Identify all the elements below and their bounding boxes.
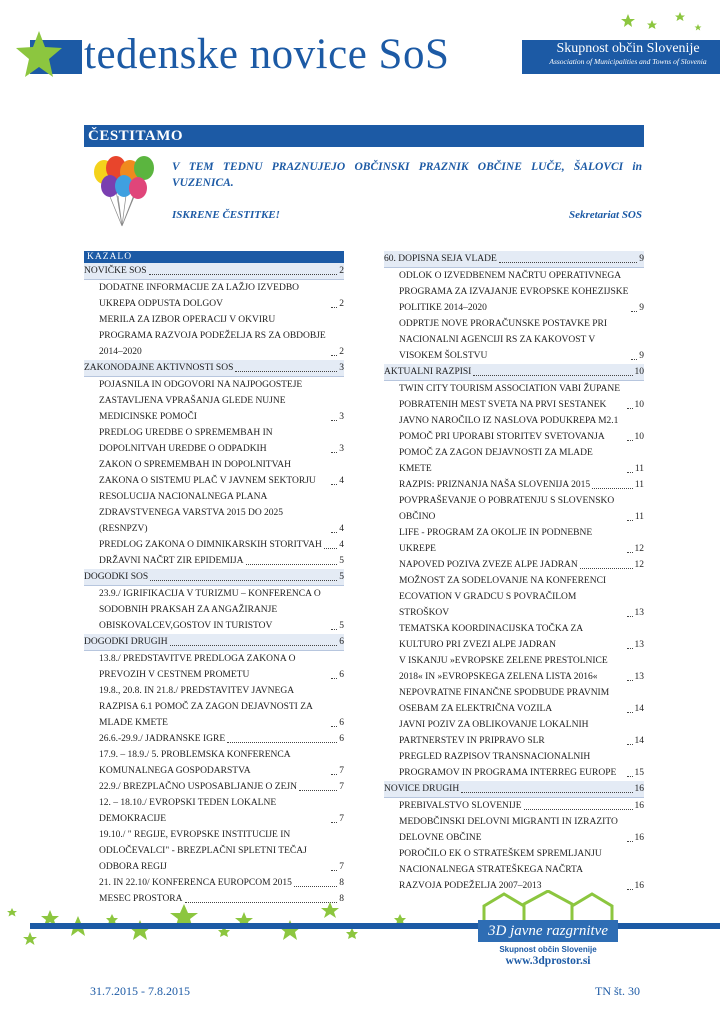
toc-entry[interactable]: [384, 477, 644, 493]
logo-title: 3D javne razgrnitve: [478, 920, 618, 942]
toc-entry-text: 19.8., 20.8. IN 21.8./ PREDSTAVITEV JAVNEGA RAZPISA 6.1 POMOČ ZA ZAGON DEJAVNOSTI ZA MLADE KMETE: [99, 686, 313, 728]
toc-entry-text: 23.9./ IGRIFIKACIJA V TURIZMU – KONFERENCA O SODOBNIH PRAKSAH ZA ANGAŽIRANJE OBISKOVALCEV,GOSTOV IN TURISTOV: [99, 589, 321, 631]
toc-entry[interactable]: [384, 381, 644, 413]
toc-entry-text: TWIN CITY TOURISM ASSOCIATION VABI ŽUPANE POBRATENIH MEST SVETA NA PRVI SESTANEK: [399, 384, 621, 410]
toc-entry[interactable]: [84, 731, 344, 747]
toc-left-list: [84, 263, 344, 907]
toc-page-number: 5: [339, 621, 344, 631]
toc-entry[interactable]: [84, 457, 344, 489]
toc-entry[interactable]: [84, 489, 344, 537]
toc-dot-leader: [499, 262, 637, 263]
toc-page-number: 11: [634, 480, 644, 490]
toc-entry-text: PREDLOG ZAKONA O DIMNIKARSKIH STORITVAH: [99, 540, 322, 550]
toc-page-number: 9: [639, 303, 644, 313]
toc-entry[interactable]: [84, 312, 344, 360]
toc-page-number: 4: [339, 524, 344, 534]
toc-page-number: 7: [339, 862, 344, 872]
toc-page-number: 12: [634, 560, 644, 570]
toc-section-heading[interactable]: [84, 634, 344, 651]
toc-dot-leader: [580, 568, 633, 569]
toc-entry-text: 13.8./ PREDSTAVITVE PREDLOGA ZAKONA O PREVOZIH V CESTNEM PROMETU: [99, 654, 296, 680]
toc-entry-text: 19.10./ " REGIJE, EVROPSKE INSTITUCIJE IN ODLOČEVALCI" - BREZPLAČNI SPLETNI TEČAJ ODBORA REGIJ: [99, 830, 307, 872]
toc-page-number: 8: [339, 894, 344, 904]
toc-section-heading[interactable]: [84, 360, 344, 377]
toc-dot-leader: [331, 822, 337, 823]
header: [0, 0, 728, 100]
logo-url[interactable]: www.3dprostor.si: [505, 955, 591, 967]
section-title-cestitamo: ČESTITAMO: [84, 125, 644, 147]
toc-dot-leader: [331, 774, 337, 775]
toc-entry[interactable]: [384, 653, 644, 685]
toc-dot-leader: [331, 532, 337, 533]
toc-page-number: 7: [339, 766, 344, 776]
toc-entry[interactable]: [384, 749, 644, 781]
toc-entry[interactable]: [84, 537, 344, 553]
toc-entry[interactable]: [84, 795, 344, 827]
toc-entry[interactable]: [384, 685, 644, 717]
toc-page-number: 5: [339, 572, 344, 582]
toc-page-number: 3: [339, 412, 344, 422]
toc-page-number: 14: [634, 736, 644, 746]
toc-dot-leader: [627, 616, 633, 617]
toc-page-number: 4: [339, 540, 344, 550]
toc-page-number: 3: [339, 363, 344, 373]
toc-page-number: 7: [339, 814, 344, 824]
toc-section-heading[interactable]: [84, 569, 344, 586]
toc-page-number: 2: [339, 299, 344, 309]
toc-entry-text: ODLOK O IZVEDBENEM NAČRTU OPERATIVNEGA PROGRAMA ZA IZVAJANJE EVROPSKE KOHEZIJSKE POLITIKE 2014–2020: [399, 271, 629, 313]
congratulations-message: V TEM TEDNU PRAZNUJEJO OBČINSKI PRAZNIK OBČINE LUČE, ŠALOVCI in VUZENICA.: [172, 161, 642, 189]
toc-dot-leader: [299, 790, 337, 791]
footer-date-range: 31.7.2015 - 7.8.2015: [90, 984, 190, 998]
toc-dot-leader: [592, 488, 633, 489]
toc-dot-leader: [331, 484, 337, 485]
footer-issue-number: TN št. 30: [595, 984, 640, 998]
toc-entry[interactable]: [384, 717, 644, 749]
footer-stars-icon: [0, 880, 470, 960]
congratulations-wish: ISKRENE ČESTITKE!: [172, 209, 280, 221]
small-stars-icon: [570, 8, 720, 38]
toc-entry[interactable]: [84, 425, 344, 457]
toc-entry[interactable]: [84, 779, 344, 795]
toc-entry-text: MEDOBČINSKI DELOVNI MIGRANTI IN IZRAZITO DELOVNE OBČINE: [399, 817, 618, 843]
toc-entry-text: NOVICE DRUGIH: [384, 784, 460, 794]
toc-page-number: 13: [634, 608, 644, 618]
toc-entry-text: AKTUALNI RAZPISI: [384, 367, 472, 377]
toc-entry-text: TEMATSKA KOORDINACIJSKA TOČKA ZA KULTURO PRI ZVEZI ALPE JADRAN: [399, 624, 583, 650]
toc-entry-text: MERILA ZA IZBOR OPERACIJ V OKVIRU PROGRAMA RAZVOJA PODEŽELJA RS ZA OBDOBJE 2014–2020: [99, 315, 326, 357]
toc-dot-leader: [627, 520, 633, 521]
toc-dot-leader: [627, 744, 633, 745]
toc-entry-text: NAPOVED POZIVA ZVEZE ALPE JADRAN: [399, 560, 578, 570]
toc-entry-text: POVPRAŠEVANJE O POBRATENJU S SLOVENSKO OBČINO: [399, 496, 615, 522]
toc-entry-text: JAVNI POZIV ZA OBLIKOVANJE LOKALNIH PARTNERSTEV IN PRIPRAVO SLR: [399, 720, 589, 746]
toc-entry[interactable]: [84, 377, 344, 425]
toc-entry[interactable]: [384, 316, 644, 364]
toc-dot-leader: [627, 552, 633, 553]
toc-entry[interactable]: [384, 525, 644, 557]
toc-section-heading[interactable]: [384, 364, 644, 381]
toc-entry-text: PREBIVALSTVO SLOVENIJE: [399, 801, 522, 811]
toc-entry-text: 26.6.-29.9./ JADRANSKE IGRE: [99, 734, 226, 744]
toc-page-number: 3: [339, 444, 344, 454]
toc-dot-leader: [627, 841, 633, 842]
toc-dot-leader: [149, 274, 338, 275]
toc-entry[interactable]: [384, 557, 644, 573]
toc-page-number: 13: [634, 640, 644, 650]
toc-entry-text: ZAKONODAJNE AKTIVNOSTI SOS: [84, 363, 234, 373]
toc-page-number: 9: [639, 351, 644, 361]
toc-entry[interactable]: [384, 573, 644, 621]
toc-page-number: 11: [634, 512, 644, 522]
toc-entry[interactable]: [84, 651, 344, 683]
toc-entry[interactable]: [384, 493, 644, 525]
toc-right-list: [384, 251, 644, 894]
toc-page-number: 7: [339, 782, 344, 792]
toc-entry-text: ODPRTJE NOVE PRORAČUNSKE POSTAVKE PRI NACIONALNI AGENCIJI RS ZA KAKOVOST V VISOKEM ŠOLSTVU: [399, 319, 608, 361]
toc-dot-leader: [627, 776, 633, 777]
toc-dot-leader: [331, 452, 337, 453]
toc-page-number: 16: [634, 881, 644, 891]
toc-dot-leader: [331, 629, 337, 630]
toc-dot-leader: [235, 371, 337, 372]
toc-page-number: 2: [339, 266, 344, 276]
toc-page-number: 6: [339, 637, 344, 647]
toc-dot-leader: [331, 726, 337, 727]
toc-entry-text: PREGLED RAZPISOV TRANSNACIONALNIH PROGRAMOV IN PROGRAMA INTERREG EUROPE: [399, 752, 617, 778]
toc-page-number: 10: [634, 432, 644, 442]
toc-entry[interactable]: [384, 413, 644, 445]
toc-entry[interactable]: [84, 683, 344, 731]
congratulations-signature: Sekretariat SOS: [568, 209, 642, 221]
toc-dot-leader: [227, 742, 337, 743]
toc-page-number: 4: [339, 476, 344, 486]
toc-dot-leader: [331, 355, 337, 356]
toc-page-number: 11: [634, 464, 644, 474]
toc-entry[interactable]: [384, 268, 644, 316]
toc-dot-leader: [627, 889, 633, 890]
toc-entry-text: 60. DOPISNA SEJA VLADE: [384, 254, 497, 264]
toc-entry-text: POJASNILA IN ODGOVORI NA NAJPOGOSTEJE ZASTAVLJENA VPRAŠANJA GLEDE NUJNE MEDICINSKE POMOČI: [99, 380, 303, 422]
toc-page-number: 16: [634, 833, 644, 843]
toc-entry-text: DODATNE INFORMACIJE ZA LAŽJO IZVEDBO UKREPA ODPUSTA DOLGOV: [99, 283, 300, 309]
balloons-icon: [84, 152, 164, 232]
toc-dot-leader: [331, 678, 337, 679]
toc-entry-text: DOGODKI SOS: [84, 572, 149, 582]
toc-entry-text: V ISKANJU »EVROPSKE ZELENE PRESTOLNICE 2018« IN »EVROPSKEGA ZELENA LISTA 2016«: [399, 656, 608, 682]
toc-entry-text: PREDLOG UREDBE O SPREMEMBAH IN DOPOLNITVAH UREDBE O ODPADKIH: [99, 428, 273, 454]
toc-page-number: 15: [634, 768, 644, 778]
toc-dot-leader: [473, 375, 632, 376]
toc-dot-leader: [631, 311, 637, 312]
toc-entry[interactable]: [84, 553, 344, 569]
toc-section-heading[interactable]: [384, 781, 644, 798]
toc-right-column: [384, 251, 644, 894]
toc-entry-text: NEPOVRATNE FINANČNE SPODBUDE PRAVNIM OSEBAM ZA ELEKTRIČNA VOZILA: [399, 688, 610, 714]
toc-page-number: 16: [634, 801, 644, 811]
toc-entry-text: NOVIČKE SOS: [84, 266, 147, 276]
toc-page-number: 5: [339, 556, 344, 566]
toc-dot-leader: [150, 580, 337, 581]
toc-page-number: 6: [339, 734, 344, 744]
toc-dot-leader: [627, 648, 633, 649]
toc-entry-text: 17.9. – 18.9./ 5. PROBLEMSKA KONFERENCA KOMUNALNEGA GOSPODARSTVA: [99, 750, 291, 776]
toc-entry-text: RAZPIS: PRIZNANJA NAŠA SLOVENIJA 2015: [399, 480, 591, 490]
toc-page-number: 14: [634, 704, 644, 714]
toc-dot-leader: [331, 420, 337, 421]
toc-entry-text: DOGODKI DRUGIH: [84, 637, 168, 647]
toc-dot-leader: [331, 870, 337, 871]
org-block: [538, 41, 718, 67]
org-subtitle: Association of Municipalities and Towns of Slovenia: [549, 57, 707, 66]
toc-section-heading[interactable]: [84, 263, 344, 280]
toc-entry-text: MESEC PROSTORA: [99, 894, 183, 904]
toc-dot-leader: [631, 359, 637, 360]
toc-page-number: 12: [634, 544, 644, 554]
toc-page-number: 13: [634, 672, 644, 682]
toc-page-number: 2: [339, 347, 344, 357]
star-icon: [14, 30, 64, 80]
toc-page-number: 8: [339, 878, 344, 888]
toc-entry-text: MOŽNOST ZA SODELOVANJE NA KONFERENCI ECOVATION V GRADCU S POVRAČILOM STROŠKOV: [399, 576, 607, 618]
toc-entry[interactable]: [384, 814, 644, 846]
toc-page-number: 10: [634, 400, 644, 410]
toc-left-column: [84, 251, 344, 907]
toc-entry-text: POROČILO EK O STRATEŠKEM SPREMLJANJU NACIONALNEGA STRATEŠKEGA NAČRTA RAZVOJA PODEŽELJA 2007–2013: [399, 849, 602, 891]
toc-dot-leader: [246, 564, 338, 565]
toc-dot-leader: [324, 548, 337, 549]
toc-entry-text: RESOLUCIJA NACIONALNEGA PLANA ZDRAVSTVENEGA VARSTVA 2015 DO 2025 (RESNPZV): [99, 492, 284, 534]
toc-entry-text: 12. – 18.10./ EVROPSKI TEDEN LOKALNE DEMOKRACIJE: [99, 798, 277, 824]
toc-dot-leader: [627, 440, 633, 441]
3d-razgrnitve-logo[interactable]: [478, 890, 618, 970]
toc-entry-text: 21. IN 22.10/ KONFERENCA EUROPCOM 2015: [99, 878, 292, 888]
toc-entry-text: JAVNO NAROČILO IZ NASLOVA PODUKREPA M2.1 POMOČ PRI UPORABI STORITEV SVETOVANJA: [399, 416, 619, 442]
toc-dot-leader: [170, 645, 338, 646]
toc-entry-text: DRŽAVNI NAČRT ZIR EPIDEMIJA: [99, 556, 244, 566]
newsletter-title: tedenske novice SoS: [84, 31, 450, 78]
toc-dot-leader: [524, 809, 633, 810]
toc-dot-leader: [627, 408, 633, 409]
toc-dot-leader: [331, 307, 337, 308]
toc-title: KAZALO: [84, 251, 344, 263]
toc-entry[interactable]: [384, 798, 644, 814]
toc-page-number: 9: [639, 254, 644, 264]
toc-page-number: 6: [339, 718, 344, 728]
toc-entry[interactable]: [84, 586, 344, 634]
toc-entry-text: POMOČ ZA ZAGON DEJAVNOSTI ZA MLADE KMETE: [399, 448, 593, 474]
toc-dot-leader: [627, 680, 633, 681]
toc-entry[interactable]: [384, 445, 644, 477]
toc-page-number: 6: [339, 670, 344, 680]
org-name: Skupnost občin Slovenije: [556, 41, 700, 56]
toc-entry[interactable]: [384, 621, 644, 653]
toc-entry-text: 22.9./ BREZPLAČNO USPOSABLJANJE O ZEJN: [99, 782, 297, 792]
toc-section-heading[interactable]: [384, 251, 644, 268]
toc-entry[interactable]: [84, 747, 344, 779]
toc-entry[interactable]: [84, 280, 344, 312]
toc-page-number: 16: [634, 784, 644, 794]
logo-org: Skupnost občin Slovenije: [499, 945, 597, 954]
toc-entry-text: ZAKON O SPREMEMBAH IN DOPOLNITVAH ZAKONA O SISTEMU PLAČ V JAVNEM SEKTORJU: [99, 460, 316, 486]
toc-dot-leader: [627, 712, 633, 713]
toc-dot-leader: [461, 792, 632, 793]
toc-page-number: 10: [634, 367, 644, 377]
houses-icon: [478, 890, 618, 922]
toc-entry[interactable]: [84, 827, 344, 875]
toc-dot-leader: [627, 472, 633, 473]
toc-entry-text: LIFE - PROGRAM ZA OKOLJE IN PODNEBNE UKREPE: [399, 528, 593, 554]
